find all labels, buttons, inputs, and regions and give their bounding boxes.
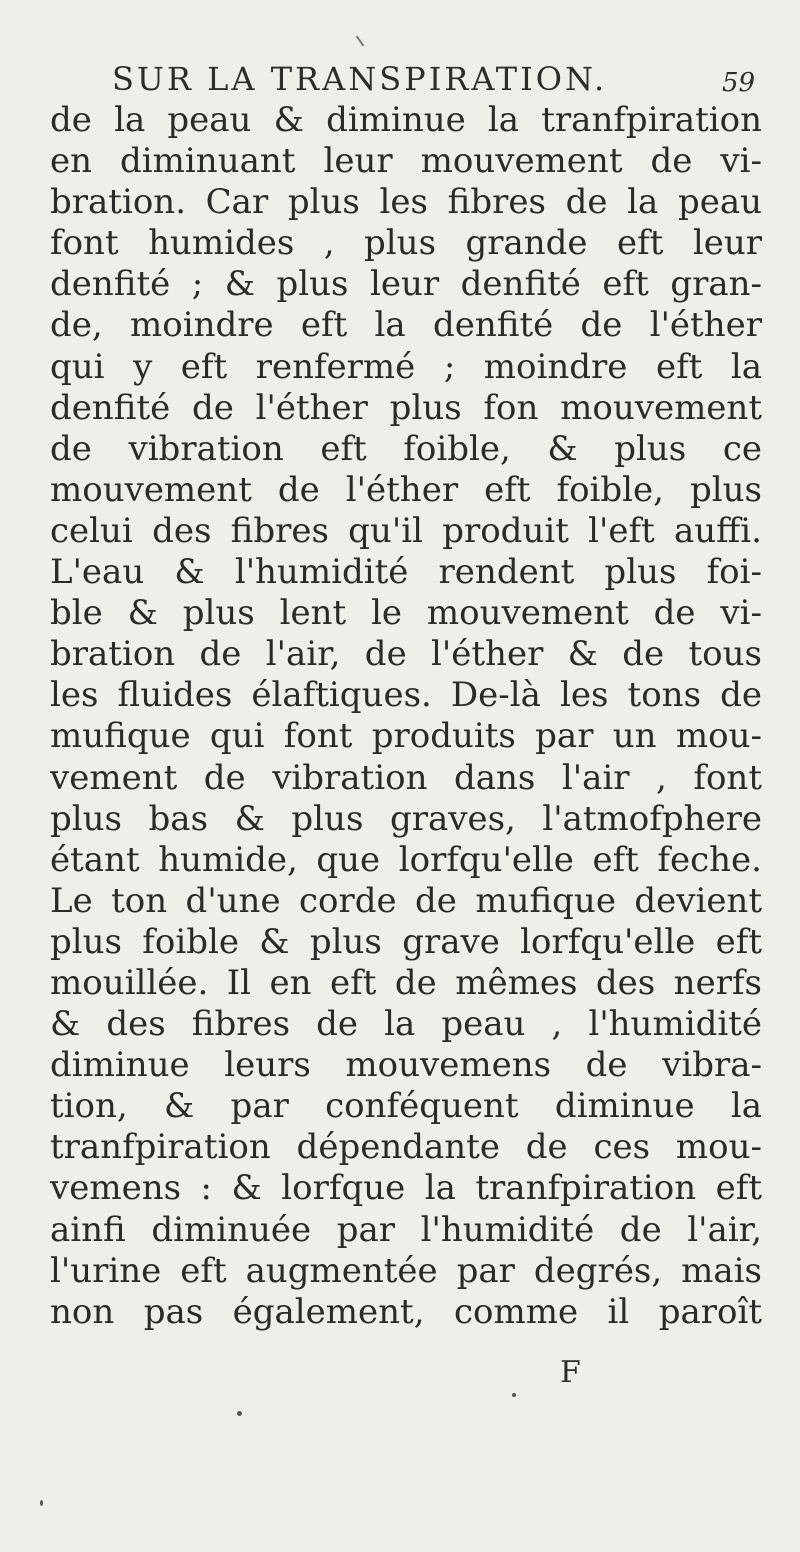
text-line: non pas également, comme il paroît [50, 1291, 762, 1332]
text-line: ble & plus lent le mouvement de vi- [50, 593, 762, 634]
body-text [50, 100, 762, 1333]
text-line: de la peau & diminue la tranfpiration [50, 100, 762, 140]
text-line: denfité de l'éther plus fon mouvement [50, 387, 762, 428]
text-line: mufique qui font produits par un mou- [50, 716, 762, 757]
page-number: 59 [722, 68, 756, 98]
text-line: l'urine eft augmentée par degrés, mais [50, 1250, 762, 1291]
text-line: bration de l'air, de l'éther & de tous [50, 634, 762, 675]
text-line: vemens : & lorfque la tranfpiration eft [50, 1168, 762, 1209]
page-header [0, 60, 800, 100]
text-line: qui y eft renfermé ; moindre eft la [50, 346, 762, 387]
text-line: L'eau & l'humidité rendent plus foi- [50, 552, 762, 593]
text-line: diminue leurs mouvemens de vibra- [50, 1045, 762, 1086]
text-line: de vibration eft foible, & plus ce [50, 428, 762, 469]
running-title: SUR LA TRANSPIRATION. [112, 60, 608, 98]
ink-speck [237, 1411, 242, 1416]
text-line: bration. Car plus les fibres de la peau [50, 182, 762, 223]
ink-speck [40, 1500, 43, 1506]
text-line: tion, & par conféquent diminue la [50, 1086, 762, 1127]
text-line: tranfpiration dépendante de ces mou- [50, 1127, 762, 1168]
text-line: vement de vibration dans l'air , font [50, 757, 762, 798]
text-line: denfité ; & plus leur denfité eft gran- [50, 264, 762, 305]
text-line: étant humide, que lorfqu'elle eft feche. [50, 839, 762, 880]
text-line: ainfi diminuée par l'humidité de l'air, [50, 1209, 762, 1250]
text-line: mouillée. Il en eft de mêmes des nerfs [50, 962, 762, 1003]
text-line: font humides , plus grande eft leur [50, 223, 762, 264]
text-line: les fluides élaftiques. De-là les tons de [50, 675, 762, 716]
text-line: celui des fibres qu'il produit l'eft auffi. [50, 510, 762, 551]
text-line: plus bas & plus graves, l'atmofphere [50, 798, 762, 839]
stray-ink-mark [356, 36, 365, 47]
text-line: de, moindre eft la denfité de l'éther [50, 305, 762, 346]
text-line: & des fibres de la peau , l'humidité [50, 1004, 762, 1045]
signature-mark: F [560, 1355, 581, 1390]
text-line: en diminuant leur mouvement de vi- [50, 141, 762, 182]
text-line: plus foible & plus grave lorfqu'elle eft [50, 921, 762, 962]
text-line: mouvement de l'éther eft foible, plus [50, 469, 762, 510]
ink-speck [512, 1393, 516, 1397]
text-line: Le ton d'une corde de mufique devient [50, 880, 762, 921]
